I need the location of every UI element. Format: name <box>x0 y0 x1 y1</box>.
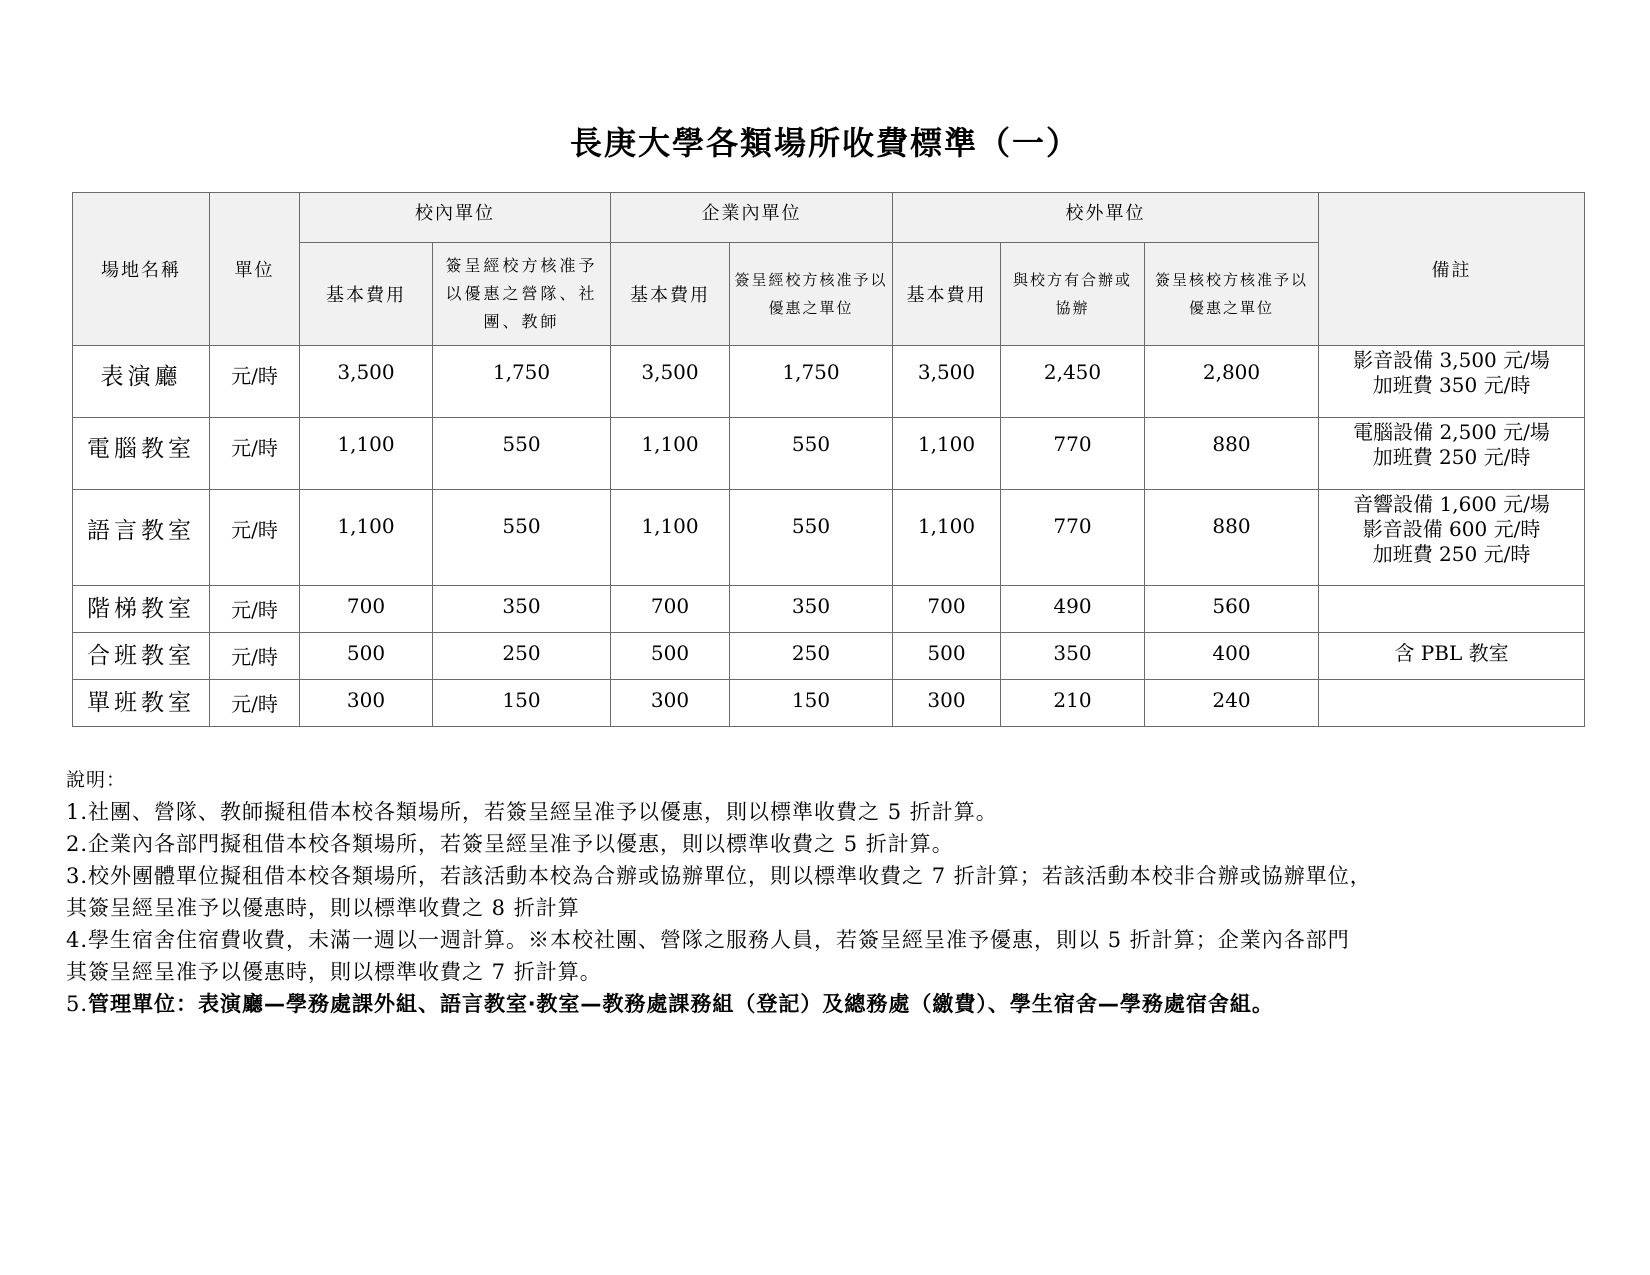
remark-line: 含 PBL 教室 <box>1394 641 1509 665</box>
unit-cell: 元/時 <box>210 490 300 586</box>
notes-section <box>66 764 1606 1020</box>
remark-line: 電腦設備 2,500 元/場 <box>1353 420 1550 444</box>
venue-cell: 表演廳 <box>73 346 210 418</box>
header-external-basic: 基本費用 <box>893 243 1001 346</box>
header-group-enterprise: 企業內單位 <box>611 193 893 243</box>
table-row <box>73 346 1585 418</box>
external-basic-cell: 300 <box>893 680 1001 727</box>
external-discount-cell: 400 <box>1145 633 1319 680</box>
external-cohost-cell: 490 <box>1001 586 1145 633</box>
external-cohost-cell: 2,450 <box>1001 346 1145 418</box>
management-units-text: 管理單位：表演廳—學務處課外組、語言教室‧教室—教務處課務組（登記）及總務處（繳費）、學生宿舍—學務處宿舍組。 <box>88 992 1274 1016</box>
enterprise-basic-cell: 1,100 <box>611 490 730 586</box>
header-venue: 場地名稱 <box>73 193 210 346</box>
remark-line: 影音設備 3,500 元/場 <box>1353 348 1550 372</box>
venue-cell: 語言教室 <box>73 490 210 586</box>
external-basic-cell: 700 <box>893 586 1001 633</box>
enterprise-basic-cell: 700 <box>611 586 730 633</box>
enterprise-basic-cell: 300 <box>611 680 730 727</box>
enterprise-discount-cell: 550 <box>730 490 893 586</box>
external-discount-cell: 240 <box>1145 680 1319 727</box>
external-cohost-cell: 770 <box>1001 490 1145 586</box>
enterprise-discount-cell: 550 <box>730 418 893 490</box>
unit-cell: 元/時 <box>210 346 300 418</box>
campus-discount-cell: 550 <box>433 418 611 490</box>
remark-cell <box>1319 680 1585 727</box>
table-header <box>73 193 1585 346</box>
note-item: 1.社團、營隊、教師擬租借本校各類場所，若簽呈經呈准予以優惠，則以標準收費之 5 折計算。 <box>66 800 998 824</box>
external-cohost-cell: 770 <box>1001 418 1145 490</box>
header-group-external: 校外單位 <box>893 193 1319 243</box>
external-discount-cell: 880 <box>1145 418 1319 490</box>
note-item: 3.校外團體單位擬租借本校各類場所，若該活動本校為合辦或協辦單位，則以標準收費之 7 折計算；若該活動本校非合辦或協辦單位， <box>66 864 1372 888</box>
table-row <box>73 418 1585 490</box>
unit-cell: 元/時 <box>210 418 300 490</box>
unit-cell: 元/時 <box>210 586 300 633</box>
remark-cell <box>1319 346 1585 418</box>
note-item: 2.企業內各部門擬租借本校各類場所，若簽呈經呈准予以優惠，則以標準收費之 5 折計算。 <box>66 832 954 856</box>
campus-discount-cell: 150 <box>433 680 611 727</box>
enterprise-discount-cell: 250 <box>730 633 893 680</box>
enterprise-discount-cell: 1,750 <box>730 346 893 418</box>
header-enterprise-discount: 簽呈經校方核准予以優惠之單位 <box>730 243 893 346</box>
campus-discount-cell: 250 <box>433 633 611 680</box>
enterprise-basic-cell: 3,500 <box>611 346 730 418</box>
external-basic-cell: 1,100 <box>893 418 1001 490</box>
note-item: 其簽呈經呈准予以優惠時，則以標準收費之 8 折計算 <box>66 896 580 920</box>
external-discount-cell: 560 <box>1145 586 1319 633</box>
campus-basic-cell: 700 <box>300 586 433 633</box>
remark-cell <box>1319 633 1585 680</box>
note-item-number: 5. <box>66 992 89 1016</box>
note-item: 4.學生宿舍住宿費收費，未滿一週以一週計算。※本校社團、營隊之服務人員，若簽呈經呈准予優惠，則以 5 折計算；企業內各部門 <box>66 928 1350 952</box>
external-basic-cell: 500 <box>893 633 1001 680</box>
fee-table <box>72 192 1585 727</box>
campus-basic-cell: 1,100 <box>300 490 433 586</box>
document-title: 長庚大學各類場所收費標準（一） <box>569 124 1080 162</box>
campus-basic-cell: 1,100 <box>300 418 433 490</box>
external-basic-cell: 1,100 <box>893 490 1001 586</box>
table-row <box>73 586 1585 633</box>
campus-basic-cell: 300 <box>300 680 433 727</box>
enterprise-basic-cell: 500 <box>611 633 730 680</box>
header-campus-discount: 簽呈經校方核准予以優惠之營隊、社團、教師 <box>433 243 611 346</box>
external-basic-cell: 3,500 <box>893 346 1001 418</box>
note-item: 其簽呈經呈准予以優惠時，則以標準收費之 7 折計算。 <box>66 960 602 984</box>
enterprise-discount-cell: 350 <box>730 586 893 633</box>
header-campus-basic: 基本費用 <box>300 243 433 346</box>
table-row <box>73 680 1585 727</box>
venue-cell: 階梯教室 <box>73 586 210 633</box>
venue-cell: 合班教室 <box>73 633 210 680</box>
header-unit: 單位 <box>210 193 300 346</box>
header-remark: 備註 <box>1319 193 1585 346</box>
venue-cell: 電腦教室 <box>73 418 210 490</box>
remark-line: 影音設備 600 元/時 <box>1362 517 1541 541</box>
note-item-management <box>66 988 1606 1020</box>
remark-line: 音響設備 1,600 元/場 <box>1353 492 1550 516</box>
unit-cell: 元/時 <box>210 633 300 680</box>
external-cohost-cell: 350 <box>1001 633 1145 680</box>
header-external-cohost: 與校方有合辦或協辦 <box>1001 243 1145 346</box>
remark-line: 加班費 250 元/時 <box>1372 542 1531 566</box>
enterprise-basic-cell: 1,100 <box>611 418 730 490</box>
header-group-campus: 校內單位 <box>300 193 611 243</box>
unit-cell: 元/時 <box>210 680 300 727</box>
external-cohost-cell: 210 <box>1001 680 1145 727</box>
campus-basic-cell: 3,500 <box>300 346 433 418</box>
table-row <box>73 490 1585 586</box>
header-enterprise-basic: 基本費用 <box>611 243 730 346</box>
venue-cell: 單班教室 <box>73 680 210 727</box>
campus-discount-cell: 1,750 <box>433 346 611 418</box>
campus-basic-cell: 500 <box>300 633 433 680</box>
remark-cell <box>1319 418 1585 490</box>
remark-line: 加班費 250 元/時 <box>1372 445 1531 469</box>
remark-line: 加班費 350 元/時 <box>1372 373 1531 397</box>
campus-discount-cell: 350 <box>433 586 611 633</box>
external-discount-cell: 2,800 <box>1145 346 1319 418</box>
enterprise-discount-cell: 150 <box>730 680 893 727</box>
external-discount-cell: 880 <box>1145 490 1319 586</box>
remark-cell <box>1319 586 1585 633</box>
header-external-discount: 簽呈核校方核准予以優惠之單位 <box>1145 243 1319 346</box>
notes-heading: 說明： <box>66 769 127 791</box>
table-body <box>73 346 1585 727</box>
table-row <box>73 633 1585 680</box>
remark-cell <box>1319 490 1585 586</box>
campus-discount-cell: 550 <box>433 490 611 586</box>
